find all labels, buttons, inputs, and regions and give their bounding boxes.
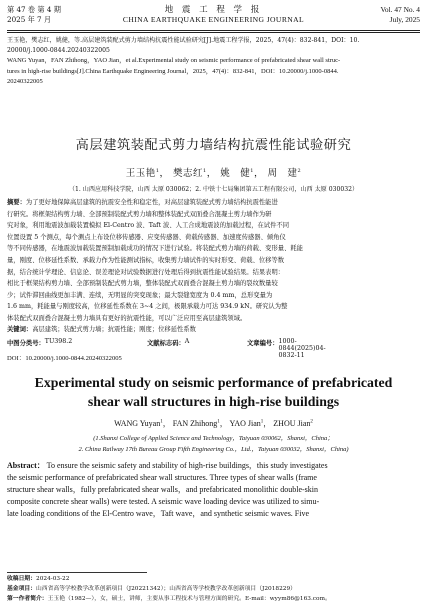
citation-en-line: WANG Yuyan，FAN Zhihong，YAO Jian，et al.Experimental study on seismic performance of prefabricated shear wall struc- xyxy=(7,57,341,65)
author-affiliation-mark: 1 xyxy=(217,419,220,425)
paper-title-cn: 高层建筑装配式剪力墙结构抗震性能试验研究 xyxy=(75,138,352,153)
citation-en-line: 20240322005 xyxy=(7,77,43,85)
author-affiliation-mark: 1 xyxy=(260,419,264,425)
footnote-rule xyxy=(7,572,147,573)
abstract-line: 据，结合统计学理论、信息论、误差理论对试验数据进行处理后得到抗震性能试验结果。结果表明： xyxy=(7,268,285,276)
footnotes xyxy=(7,575,420,604)
affiliation-cn: （1. 山西应用科技学院，山西 太原 030062；2. 中铁十七局集团第五工程有限公司，山西 太原 030032） xyxy=(68,186,359,193)
abstract-label-cn: 摘要： xyxy=(7,199,26,206)
citation-cn-line: 20000/j.1000-0844.20240322005 xyxy=(7,47,110,55)
clc-label: 中图分类号： xyxy=(7,340,45,347)
doc-code: A xyxy=(184,338,190,345)
journal-name-cn: 地 震 工 程 学 报 xyxy=(164,5,263,15)
volume-issue-en xyxy=(381,5,421,25)
author-name: 周 建 xyxy=(267,168,298,179)
author-affiliation-mark: 2 xyxy=(297,167,302,174)
author-name-en: WANG Yuyan xyxy=(114,419,161,428)
issue-date-en: July, 2025 xyxy=(389,15,420,24)
abstract-line: 位置设置 5 个测点，每个测点上布设位移传感器、应变传感器、荷载传感器、加速度传感器、倾角仪 xyxy=(7,233,286,241)
affiliation-en-line: (1.Shanxi College of Applied Science and Technology，Taiyuan 030062，Shanxi，China； xyxy=(93,435,334,442)
author-affiliation-mark: 1 xyxy=(155,167,160,174)
author-name-en: YAO Jian xyxy=(229,419,261,428)
doi: DOI：10.20000/j.1000-0844.20240322005 xyxy=(7,355,122,362)
running-header xyxy=(7,5,420,33)
paper-title-en-line: shear wall structures in high-rise buildings xyxy=(87,394,340,409)
fund-label: 基金项目： xyxy=(7,585,36,592)
author-name: 姚 健 xyxy=(220,168,251,179)
author-list-en: WANG Yuyan$^1$， FAN Zhihong$^1$， YAO Jian$^1$， ZHOU Jian$^2$ xyxy=(114,419,313,428)
author-affiliation-mark: 1 xyxy=(203,167,207,174)
author-name-en: ZHOU Jian xyxy=(273,419,311,428)
citation-en-line: tures in high-rise buildings[J].China Earthquake Engineering Journal，2025，47(4)：832-841，DOI：10.20000/j.1000-0844. xyxy=(7,67,339,75)
header-rule xyxy=(7,30,420,31)
header-rule-thin xyxy=(7,32,420,33)
affiliation-en xyxy=(0,433,427,455)
citation-cn-line: 王玉艳，樊志红，姚健，等.高层建筑装配式剪力墙结构抗震性能试验研究[J].地震工程学报，2025，47(4)：832-841，DOI：10. xyxy=(7,37,360,44)
affiliation-en-line: 2. China Railway 17th Bureau Group Fifth Engineering Co.，Ltd.，Taiyuan 030032，Shanxi，China) xyxy=(78,446,349,453)
volume-number: 第 47 卷 第 4 期 xyxy=(7,5,61,14)
volume-number-en: Vol. 47 No. 4 xyxy=(380,5,420,14)
received-label: 收稿日期： xyxy=(7,576,36,582)
abstract-line-en: structure shear walls，fully prefabricated shear walls，and prefabricated monolithic double-skin xyxy=(7,485,318,494)
journal-name xyxy=(7,5,420,25)
article-number: 1000-0844(2025)04-0832-11 xyxy=(278,338,326,359)
keywords-label-cn: 关键词： xyxy=(7,326,33,333)
doc-code-label: 文献标志码： xyxy=(147,340,185,347)
abstract-label-en: Abstract： xyxy=(7,461,45,470)
issue-date: 2025 年 7 月 xyxy=(7,15,52,24)
abstract-line: 量，刚度、位移延性系数、承载力作为性能测试指标，收集剪力墙试件的实时形变、荷载、位移等数 xyxy=(7,256,285,264)
abstract-line-en: the seismic performance of prefabricated shear wall structures. Three types of shear walls (frame xyxy=(7,473,317,482)
author-affiliation-mark: 1 xyxy=(160,419,163,425)
author-affiliation-mark: 2 xyxy=(310,419,313,425)
abstract-line: 等不同传感器，在地震波加载装置预制加载成功的情况下进行试验。将装配式剪力墙的荷载、变形量、耗能 xyxy=(7,245,303,253)
keywords-text-cn: 高层建筑；装配式剪力墙；抗震性能；刚度；位移延性系数 xyxy=(32,326,196,333)
author-affiliation-mark: 1 xyxy=(250,167,254,174)
author-name: 樊志红 xyxy=(173,168,204,179)
author-list-cn: 王玉艳$^1$， 樊志红$^1$， 姚 健$^1$， 周 建$^2$ xyxy=(125,167,302,179)
author-name-en: FAN Zhihong xyxy=(172,419,218,428)
clc-number: TU398.2 xyxy=(44,338,73,345)
journal-name-en: CHINA EARTHQUAKE ENGINEERING JOURNAL xyxy=(122,15,305,24)
paper-title-en xyxy=(0,373,427,411)
author-bio-label: 第一作者简介： xyxy=(7,595,48,602)
citation-block xyxy=(7,36,420,87)
abstract-line: 少；试件滞回曲线更加丰满、连续，无明显的突变现象；最大裂缝宽度为 0.4 mm，总形变量为 xyxy=(7,291,273,299)
received-date: 2024-03-22 xyxy=(36,576,70,582)
abstract-line: 究对象，利用地震波加载装置模拟 El-Centro 波、Taft 波、人工合成地震波的加载过程，在试件不同 xyxy=(7,222,289,230)
abstract-line: 为了更好地保障高层建筑的抗震安全性和稳定性，对高层建筑装配式剪力墙结构抗震性能进 xyxy=(25,199,278,206)
abstract-line-en: composite concrete shear walls) were tested. A seismic wave loading device was utilized to simu- xyxy=(7,497,320,506)
abstract-line-en: late loading conditions of the El-Centro wave，Taft wave，and synthetic seismic waves. Five xyxy=(7,509,310,518)
abstract-cn xyxy=(7,197,420,325)
abstract-line: 体装配式双面叠合混凝土剪力墙具有更好的抗震性能，可以广泛应用至高层建筑领域。 xyxy=(7,314,247,322)
abstract-line: 1.6 mm，耗能量与刚度较高，位移延性系数在 3~4 之间，极限承载力可达 934.9 kN。研究认为整 xyxy=(7,303,288,311)
abstract-line: 行研究。将框架结构剪力墙、全部预制装配式剪力墙和整体装配式双面叠合混凝土剪力墙作为研 xyxy=(7,210,272,218)
keywords-cn xyxy=(7,324,420,333)
abstract-line-en: To ensure the seismic safety and stability of high-rise buildings，this study investigates xyxy=(46,461,328,470)
paper-title-en-line: Experimental study on seismic performance of prefabricated xyxy=(34,375,393,390)
author-name: 王玉艳 xyxy=(125,168,156,179)
fund-text: 山西省高等学校教学改革创新项目（J20221342）；山西省高等学校教学改革创新项目（J2018229） xyxy=(36,585,296,592)
article-number-label: 文章编号： xyxy=(247,340,279,347)
abstract-line: 相比于框架结构剪力墙、全部预制装配式剪力墙，整体装配式双面叠合混凝土剪力墙的裂纹数量较 xyxy=(7,280,278,288)
abstract-en xyxy=(7,460,420,520)
author-bio-text: 王玉艳（1982—），女，硕士，讲师，主要从事工程技术与管理方面的研究。E-mail：wyym86@163.com。 xyxy=(47,595,331,602)
